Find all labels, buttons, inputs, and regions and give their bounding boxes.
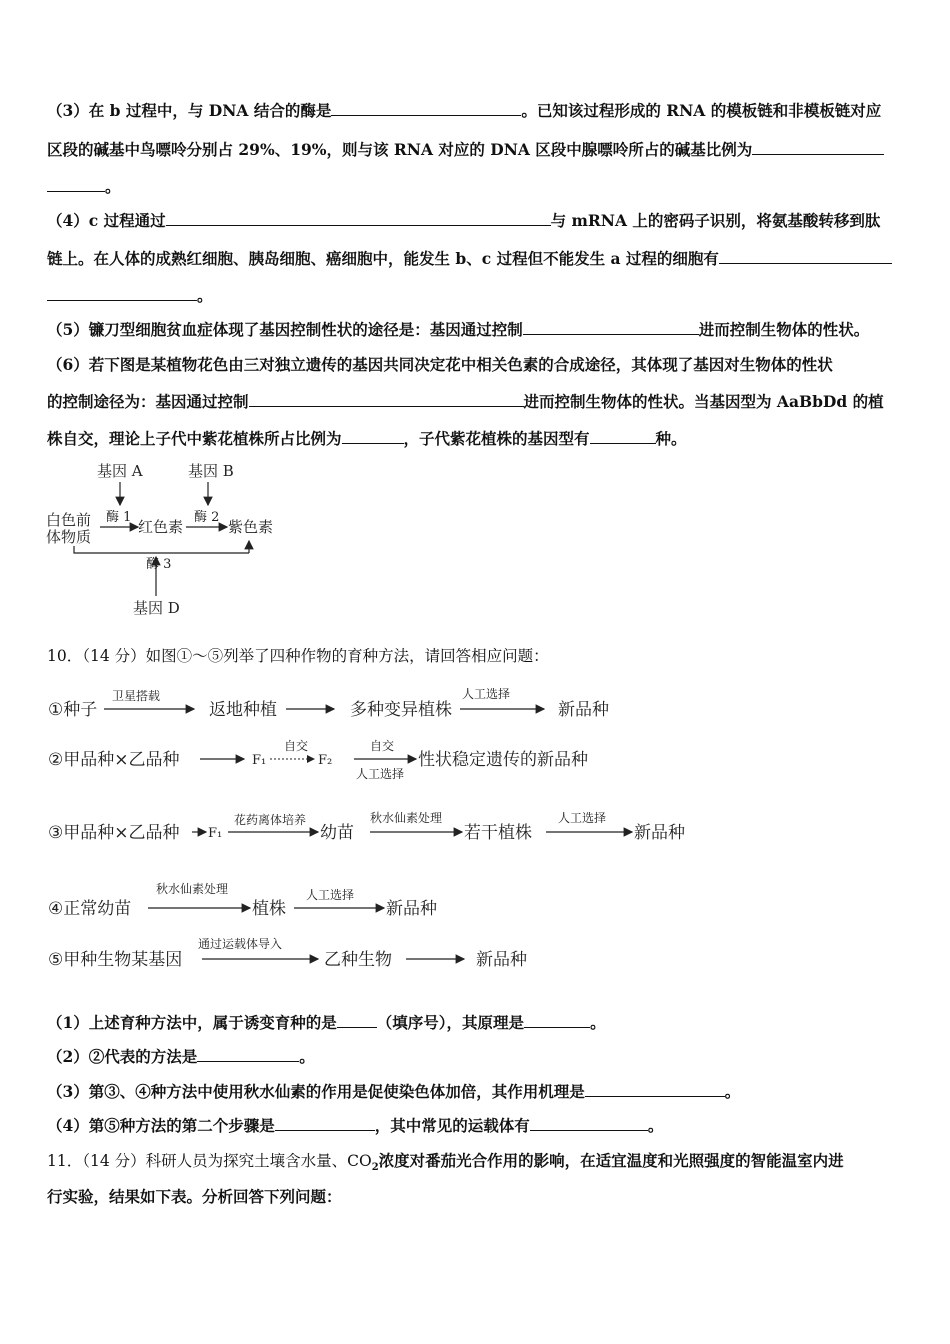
red-pigment-label: 红色素: [138, 518, 184, 536]
answer-blank[interactable]: [275, 1116, 375, 1131]
method-4-row: [48, 881, 437, 919]
q9-part3-line1: （3）在 b 过程中，与 DNA 结合的酶是 。已知该过程形成的 RNA 的模板链和非模板链对应: [47, 101, 882, 120]
answer-blank[interactable]: [166, 211, 551, 226]
precursor-label-1: 白色前: [46, 511, 92, 529]
answer-blank[interactable]: [331, 101, 521, 116]
breeding-methods-diagram: [44, 680, 724, 980]
method-2-row: [48, 739, 588, 781]
q9-part6-line1: （6）若下图是某植物花色由三对独立遗传的基因共同决定花中相关色素的合成途径，其体现了基因对生物体的性状: [47, 355, 833, 374]
q9-part6-line3: 株自交，理论上子代中紫花植株所占比例为 ，子代紫花植株的基因型有 种。: [47, 429, 687, 448]
m3-mid2: 若干植株: [464, 823, 532, 843]
answer-blank[interactable]: [337, 1013, 377, 1028]
q9-part4-line3: 。: [47, 286, 213, 306]
q11-line1: 11．（14 分）科研人员为探究土壤含水量、$CO_2$浓度对番茄光合作用的影响，在适宜温度和光照强度的智能温室内进: [47, 1151, 844, 1174]
q9-part5: （5）镰刀型细胞贫血症体现了基因控制性状的途径是：基因通过控制 进而控制生物体的性状。: [47, 320, 870, 339]
gene-b-label: 基因 B: [188, 462, 234, 480]
m2-self1: 自交: [284, 739, 309, 753]
m2-self2: 自交: [370, 739, 395, 753]
m2-end: 性状稳定遗传的新品种: [418, 750, 588, 770]
gene-a-label: 基因 A: [97, 462, 143, 480]
m1-mid2: 多种变异植株: [350, 700, 452, 720]
purple-pigment-label: 紫色素: [228, 518, 274, 536]
m3-step2: 秋水仙素处理: [370, 811, 443, 825]
m3-f1: F₁: [208, 826, 223, 841]
q9-part3-line3: 。: [47, 177, 121, 197]
answer-blank[interactable]: [47, 177, 105, 192]
precursor-label-2: 体物质: [46, 528, 92, 546]
enzyme3-path: [74, 546, 249, 553]
m5-end: 新品种: [476, 950, 527, 970]
answer-blank[interactable]: [197, 1047, 299, 1062]
enzyme2-label: 酶 2: [194, 510, 220, 525]
q10-sub2: （2）②代表的方法是 。: [47, 1047, 315, 1066]
answer-blank[interactable]: [585, 1082, 725, 1097]
answer-blank[interactable]: [530, 1116, 648, 1131]
m3-start: ③甲品种×乙品种: [48, 823, 180, 843]
answer-blank[interactable]: [342, 429, 404, 444]
q9-part4-line1: （4）c 过程通过 与 mRNA 上的密码子识别，将氨基酸转移到肽: [47, 211, 881, 230]
method-5-row: [48, 936, 527, 970]
q10-sub1: （1）上述育种方法中，属于诱变育种的是 （填序号），其原理是 。: [47, 1013, 606, 1032]
q9-part6-line2: 的控制途径为：基因通过控制 进而控制生物体的性状。当基因型为 AaBbDd 的植: [47, 392, 884, 411]
q10-sub3: （3）第③、④种方法中使用秋水仙素的作用是促使染色体加倍，其作用机理是 。: [47, 1082, 741, 1101]
q10-title: 10．（14 分）如图①～⑤列举了四种作物的育种方法，请回答相应问题：: [47, 647, 549, 665]
m5-start: ⑤甲种生物某基因: [48, 950, 183, 970]
m3-step3: 人工选择: [558, 811, 607, 825]
q11-line2: 行实验，结果如下表。分析回答下列问题：: [47, 1187, 342, 1206]
m3-step1: 花药离体培养: [234, 813, 307, 827]
m4-step1: 秋水仙素处理: [156, 882, 229, 896]
m3-mid: 幼苗: [320, 823, 354, 843]
m2-select: 人工选择: [356, 767, 405, 781]
gene-d-label: 基因 D: [133, 599, 180, 617]
m3-end: 新品种: [634, 823, 685, 843]
m2-f1: F₁: [252, 753, 267, 768]
answer-blank[interactable]: [719, 249, 892, 264]
m1-mid: 返地种植: [209, 700, 277, 720]
m4-mid: 植株: [252, 899, 286, 919]
m5-step1: 通过运载体导入: [198, 937, 283, 951]
answer-blank[interactable]: [47, 286, 197, 301]
m1-step3: 人工选择: [462, 687, 511, 701]
answer-blank[interactable]: [249, 392, 524, 407]
m1-step1: 卫星搭载: [112, 689, 161, 703]
m2-start: ②甲品种×乙品种: [48, 750, 180, 770]
m1-end: 新品种: [558, 700, 609, 720]
m4-start: ④正常幼苗: [48, 899, 132, 919]
pigment-pathway-diagram: [40, 455, 290, 620]
answer-blank[interactable]: [590, 429, 656, 444]
method-3-row: [48, 810, 685, 843]
answer-blank[interactable]: [524, 1013, 590, 1028]
m1-start: ①种子: [48, 700, 98, 720]
m2-f2: F₂: [318, 753, 333, 768]
q10-sub4: （4）第⑤种方法的第二个步骤是 ，其中常见的运载体有 。: [47, 1116, 664, 1135]
enzyme3-label: 酶 3: [146, 557, 172, 572]
q9-part3-line2: 区段的碱基中鸟嘌呤分别占 29%、19%，则与该 RNA 对应的 DNA 区段中腺嘌呤所占的碱基比例为: [47, 140, 884, 160]
m4-step2: 人工选择: [306, 888, 355, 902]
enzyme1-label: 酶 1: [106, 510, 132, 525]
q9-part4-line2: 链上。在人体的成熟红细胞、胰岛细胞、癌细胞中，能发生 b、c 过程但不能发生 a 过程的细胞有: [47, 249, 892, 269]
answer-blank[interactable]: [752, 140, 884, 155]
answer-blank[interactable]: [523, 320, 699, 335]
m4-end: 新品种: [386, 899, 437, 919]
method-1-row: [48, 686, 609, 720]
m5-mid: 乙种生物: [324, 950, 392, 970]
